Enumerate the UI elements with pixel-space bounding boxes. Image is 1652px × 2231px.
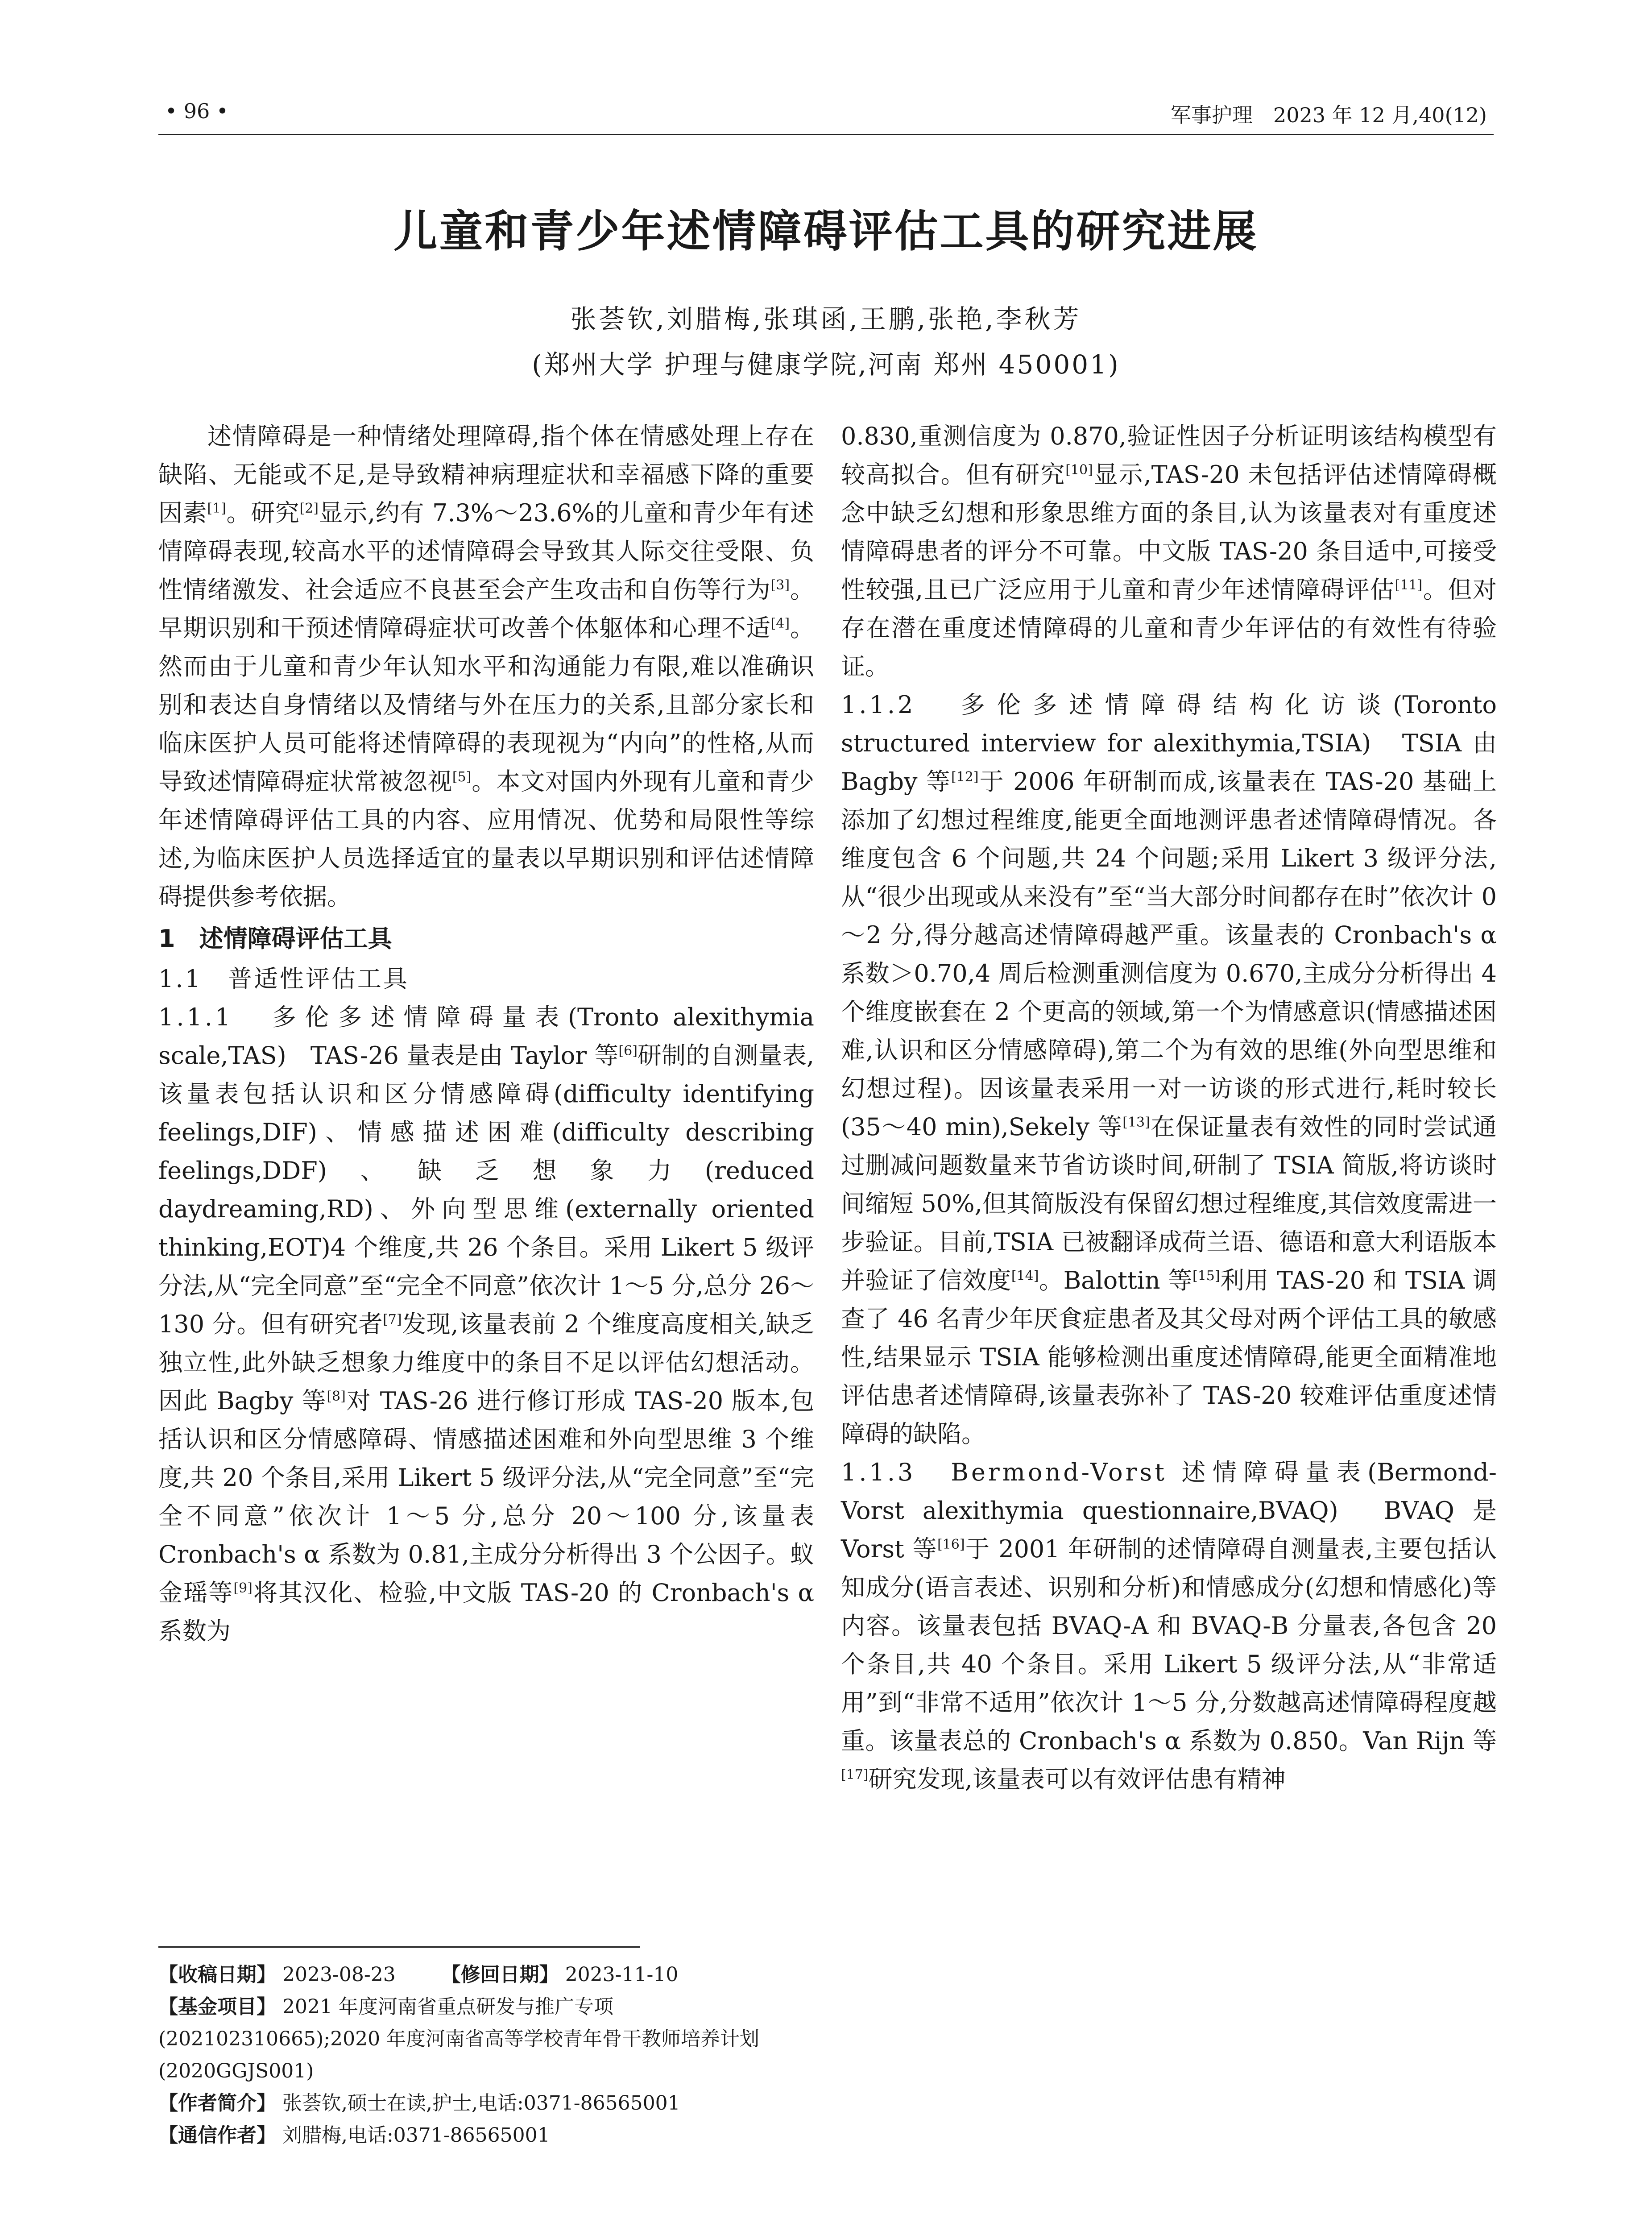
citation[interactable]: [5] <box>452 769 472 785</box>
citation[interactable]: [10] <box>1065 462 1093 478</box>
footnotes <box>158 1959 814 2152</box>
section-heading-1-1-3: 1.1.3 Bermond-Vorst 述情障碍量表 <box>841 1458 1368 1486</box>
page-number: • 96 • <box>165 99 229 123</box>
article-affiliation: (郑州大学 护理与健康学院,河南 郑州 450001) <box>532 349 1120 380</box>
article-authors: 张荟钦,刘腊梅,张琪函,王鹏,张艳,李秋芳 <box>570 304 1082 334</box>
article-title: 儿童和青少年述情障碍评估工具的研究进展 <box>393 206 1259 257</box>
footnote-corresponding: 【通信作者】 刘腊梅,电话:0371-86565001 <box>158 2124 550 2147</box>
citation[interactable]: [4] <box>770 616 790 631</box>
footnote-dates: 【收稿日期】 2023-08-23 【修回日期】 2023-11-10 <box>158 1963 679 1986</box>
left-column <box>158 417 814 1650</box>
section-heading-1-1-2: 1.1.2 多伦多述情障碍结构化访谈 <box>841 691 1393 719</box>
citation[interactable]: [16] <box>937 1537 965 1552</box>
header-rule <box>158 134 1494 135</box>
section-1-1-3: 1.1.3 Bermond-Vorst 述情障碍量表(Bermond-Vorst alexithymia questionnaire,BVAQ) BVAQ 是 Vorst 等[16]于 2001 年研制的述情障碍自测量表,主要包括认知成分(语言表述、识别和分析)和情感成分(幻想和情感化)等内容。该量表包括 BVAQ-A 和 BVAQ-B 分量表,各包含 20 个条目,共 40 个条目。采用 Likert 5 级评分法,从“非常适用”到“非常不适用”依次计 1～5 分,分数越高述情障碍程度越重。该量表总的 Cronbach's α 系数为 0.850。Van Rijn 等[17]研究发现,该量表可以有效评估患有精神 <box>841 1458 1497 1793</box>
footnote-fund: 【基金项目】 2021 年度河南省重点研发与推广专项(202102310665);2020 年度河南省高等学校青年骨干教师培养计划(2020GGJS001) <box>158 1995 760 2082</box>
section-1-1-2: 1.1.2 多伦多述情障碍结构化访谈(Toronto structured interview for alexithymia,TSIA) TSIA 由 Bagby 等[12]于 2006 年研制而成,该量表在 TAS-20 基础上添加了幻想过程维度,能更全面地测评患者述情障碍情况。各维度包含 6 个问题,共 24 个问题;采用 Likert 3 级评分法,从“很少出现或从来没有”至“当大部分时间都存在时”依次计 0～2 分,得分越高述情障碍越严重。该量表的 Cronbach's α 系数＞0.70,4 周后检测重测信度为 0.670,主成分分析得出 4 个维度嵌套在 2 个更高的领域,第一个为情感意识(情感描述困难,认识和区分情感障碍),第二个为有效的思维(外向型思维和幻想过程)。因该量表采用一对一访谈的形式进行,耗时较长(35～40 min),Sekely 等[13]在保证量表有效性的同时尝试通过删减问题数量来节省访谈时间,研制了 TSIA 简版,将访谈时间缩短 50%,但其简版没有保留幻想过程维度,其信效度需进一步验证。目前,TSIA 已被翻译成荷兰语、德语和意大利语版本并验证了信效度[14]。Balottin 等[15]利用 TAS-20 和 TSIA 调查了 46 名青少年厌食症患者及其父母对两个评估工具的敏感性,结果显示 TSIA 能够检测出重度述情障碍,能更全面精准地评估患者述情障碍,该量表弥补了 TAS-20 较难评估重度述情障碍的缺陷。 <box>841 691 1497 1448</box>
intro-paragraph: 述情障碍是一种情绪处理障碍,指个体在情感处理上存在缺陷、无能或不足,是导致精神病理症状和幸福感下降的重要因素[1]。研究[2]显示,约有 7.3%～23.6%的儿童和青少年有述情障碍表现,较高水平的述情障碍会导致其人际交往受限、负性情绪激发、社会适应不良甚至会产生攻击和自伤等行为[3]。早期识别和干预述情障碍症状可改善个体躯体和心理不适[4]。然而由于儿童和青少年认知水平和沟通能力有限,难以准确识别和表达自身情绪以及情绪与外在压力的关系,且部分家长和临床医护人员可能将述情障碍的表现视为“内向”的性格,从而导致述情障碍症状常被忽视[5]。本文对国内外现有儿童和青少年述情障碍评估工具的内容、应用情况、优势和局限性等综述,为临床医护人员选择适宜的量表以早期识别和评估述情障碍提供参考依据。 <box>158 422 815 911</box>
section-heading-1-1-1: 1.1.1 多伦多述情障碍量表 <box>158 1003 568 1031</box>
citation[interactable]: [14] <box>1011 1268 1039 1284</box>
citation[interactable]: [2] <box>299 501 319 516</box>
citation[interactable]: [3] <box>770 577 790 593</box>
section-1-1-1-continued: 0.830,重测信度为 0.870,验证性因子分析证明该结构模型有较高拟合。但有研究[10]显示,TAS-20 未包括评估述情障碍概念中缺乏幻想和形象思维方面的条目,认为该量表对有重度述情障碍患者的评分不可靠。中文版 TAS-20 条目适中,可接受性较强,且已广泛应用于儿童和青少年述情障碍评估[11]。但对存在潜在重度述情障碍的儿童和青少年评估的有效性有待验证。 <box>841 422 1497 680</box>
section-heading-1-1: 1.1 普适性评估工具 <box>158 965 409 993</box>
citation[interactable]: [7] <box>383 1312 402 1327</box>
citation[interactable]: [9] <box>233 1580 253 1596</box>
citation[interactable]: [17] <box>841 1767 869 1783</box>
citation[interactable]: [11] <box>1395 577 1423 593</box>
citation[interactable]: [6] <box>618 1043 638 1059</box>
section-heading-1: 1 述情障碍评估工具 <box>158 925 392 953</box>
citation[interactable]: [12] <box>951 769 979 785</box>
footnote-author: 【作者简介】 张荟钦,硕士在读,护士,电话:0371-86565001 <box>158 2092 680 2115</box>
right-column <box>841 417 1497 1799</box>
citation[interactable]: [13] <box>1122 1115 1150 1130</box>
footnote-rule <box>158 1946 640 1948</box>
citation[interactable]: [1] <box>207 501 226 516</box>
journal-info: 军事护理 2023 年 12 月,40(12) <box>1170 103 1487 127</box>
citation[interactable]: [15] <box>1192 1268 1220 1284</box>
citation[interactable]: [8] <box>327 1389 346 1404</box>
section-1-1-1: 1.1.1 多伦多述情障碍量表(Tronto alexithymia scale,TAS) TAS-26 量表是由 Taylor 等[6]研制的自测量表,该量表包括认识和区分情感障碍(difficulty identifying feelings,DIF)、情感描述困难(difficulty describing feelings,DDF)、缺乏想象力(reduced daydreaming,RD)、外向型思维(externally oriented thinking,EOT)4 个维度,共 26 个条目。采用 Likert 5 级评分法,从“完全同意”至“完全不同意”依次计 1～5 分,总分 26～130 分。但有研究者[7]发现,该量表前 2 个维度高度相关,缺乏独立性,此外缺乏想象力维度中的条目不足以评估幻想活动。因此 Bagby 等[8]对 TAS-26 进行修订形成 TAS-20 版本,包括认识和区分情感障碍、情感描述困难和外向型思维 3 个维度,共 20 个条目,采用 Likert 5 级评分法,从“完全同意”至“完全不同意”依次计 1～5 分,总分 20～100 分,该量表 Cronbach's α 系数为 0.81,主成分分析得出 3 个公因子。蚁金瑶等[9]将其汉化、检验,中文版 TAS-20 的 Cronbach's α 系数为 <box>158 1003 815 1645</box>
